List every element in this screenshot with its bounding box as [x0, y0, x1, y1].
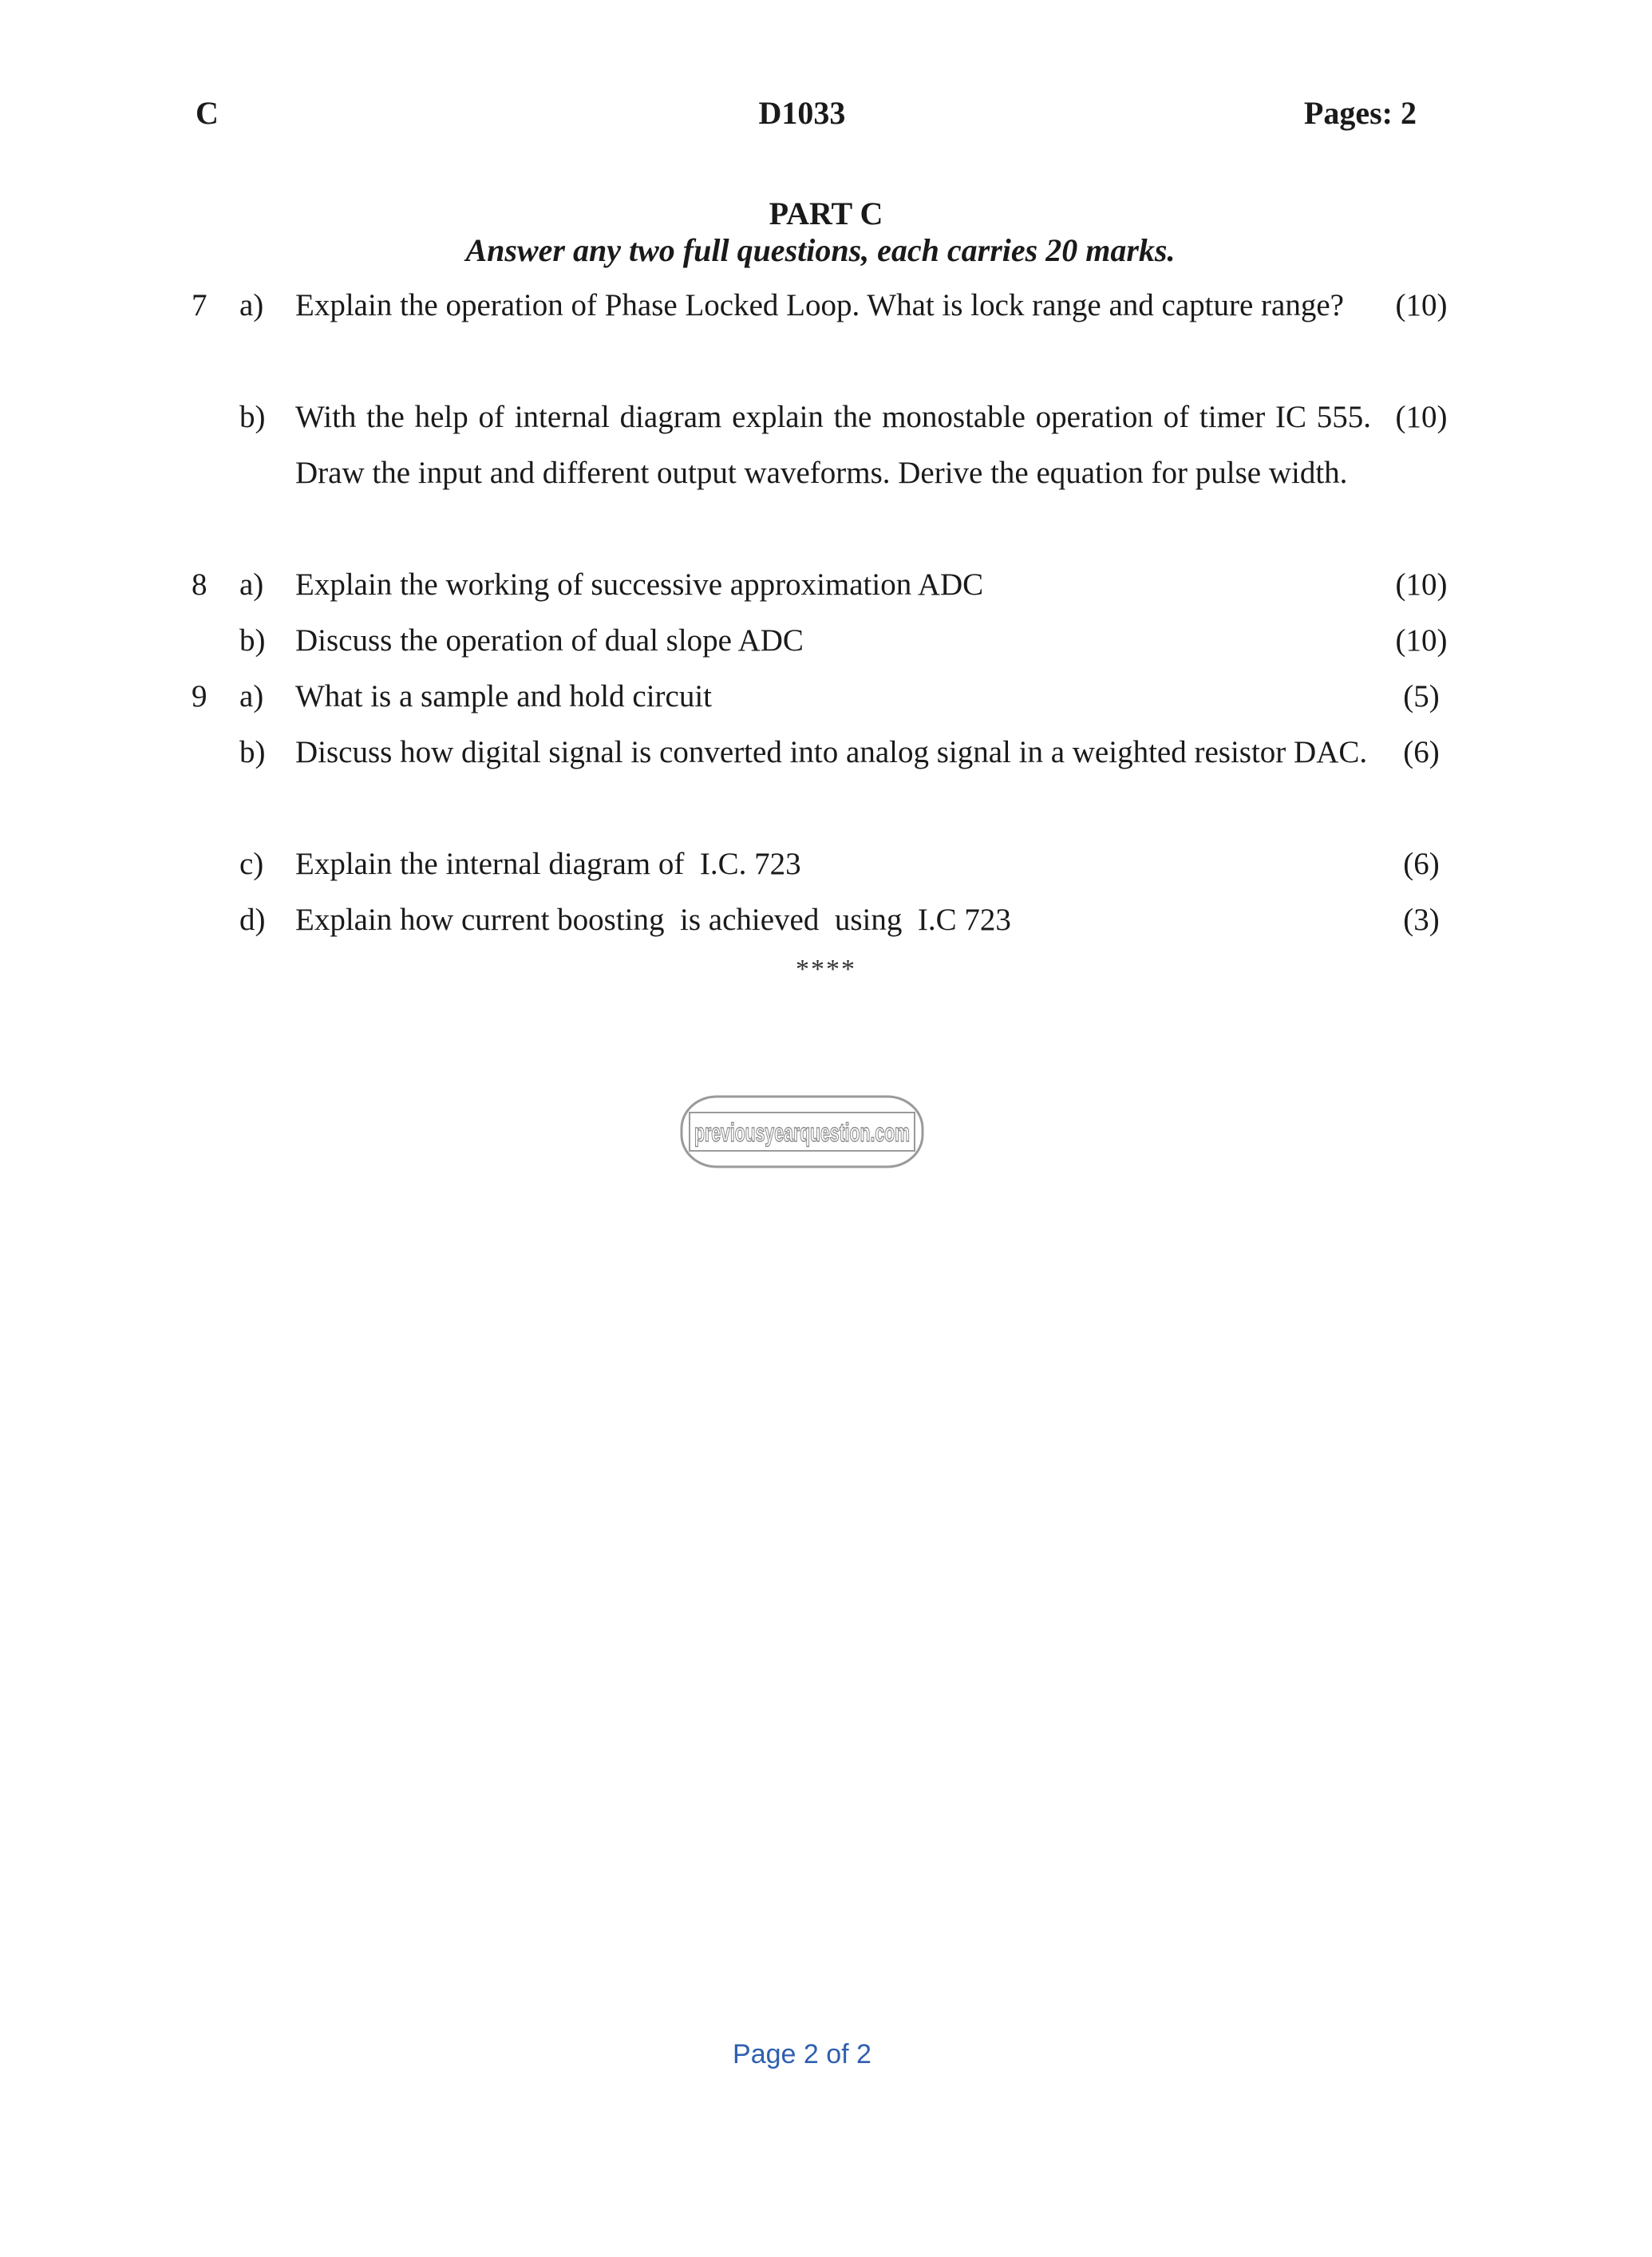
question-text: Explain the operation of Phase Locked Loop. What is lock range and capture range? — [295, 288, 1344, 322]
question-sub-label: b) — [239, 400, 266, 434]
question-marks: (10) — [1395, 288, 1448, 322]
header-page-count: Pages: 2 — [1303, 95, 1417, 131]
question-marks: (10) — [1395, 567, 1448, 602]
question-row — [0, 557, 1596, 613]
end-of-paper-mark: **** — [796, 955, 856, 984]
question-sub-label: a) — [239, 288, 264, 322]
header-paper-code: D1033 — [758, 95, 846, 131]
question-row — [0, 613, 1596, 669]
question-text: Explain the internal diagram of I.C. 723 — [295, 847, 801, 881]
question-row — [0, 669, 1596, 725]
part-instruction: Answer any two full questions, each carries 20 marks. — [465, 232, 1176, 268]
question-sub-label: a) — [239, 567, 264, 602]
question-text: With the help of internal diagram explain the monostable operation of timer IC 555. Draw the input and different output waveforms. Derive the equation for pulse width. — [295, 400, 1371, 490]
question-row — [0, 278, 1596, 389]
question-sub-label: b) — [239, 623, 266, 658]
question-marks: (6) — [1403, 847, 1440, 881]
question-sub-label: b) — [239, 735, 266, 769]
question-sub-label: a) — [239, 679, 264, 713]
question-number: 9 — [192, 679, 207, 713]
svg-text:previousyearquestion.com: previousyearquestion.com — [694, 1118, 910, 1147]
question-marks: (3) — [1403, 903, 1440, 937]
question-row — [0, 725, 1596, 836]
question-marks: (6) — [1403, 735, 1440, 769]
question-text: What is a sample and hold circuit — [295, 679, 713, 713]
question-row — [0, 389, 1596, 557]
question-marks: (5) — [1403, 679, 1440, 713]
question-row — [0, 836, 1596, 892]
question-text: Discuss the operation of dual slope ADC — [295, 623, 804, 658]
watermark-logo — [678, 1092, 926, 1172]
part-title: PART C — [769, 196, 883, 231]
question-text: Explain the working of successive approximation ADC — [295, 567, 984, 602]
question-marks: (10) — [1395, 623, 1448, 658]
question-number: 8 — [192, 567, 207, 602]
question-sub-label: d) — [239, 903, 266, 937]
watermark-badge-icon — [678, 1092, 926, 1172]
question-text: Explain how current boosting is achieved using I.C 723 — [295, 903, 1011, 937]
question-number: 7 — [192, 288, 207, 322]
question-row — [0, 892, 1596, 948]
page-footer: Page 2 of 2 — [733, 2039, 871, 2069]
question-text: Discuss how digital signal is converted into analog signal in a weighted resistor DAC. — [295, 735, 1368, 769]
question-marks: (10) — [1395, 400, 1448, 434]
header-series-code: C — [196, 95, 219, 131]
question-sub-label: c) — [239, 847, 264, 881]
